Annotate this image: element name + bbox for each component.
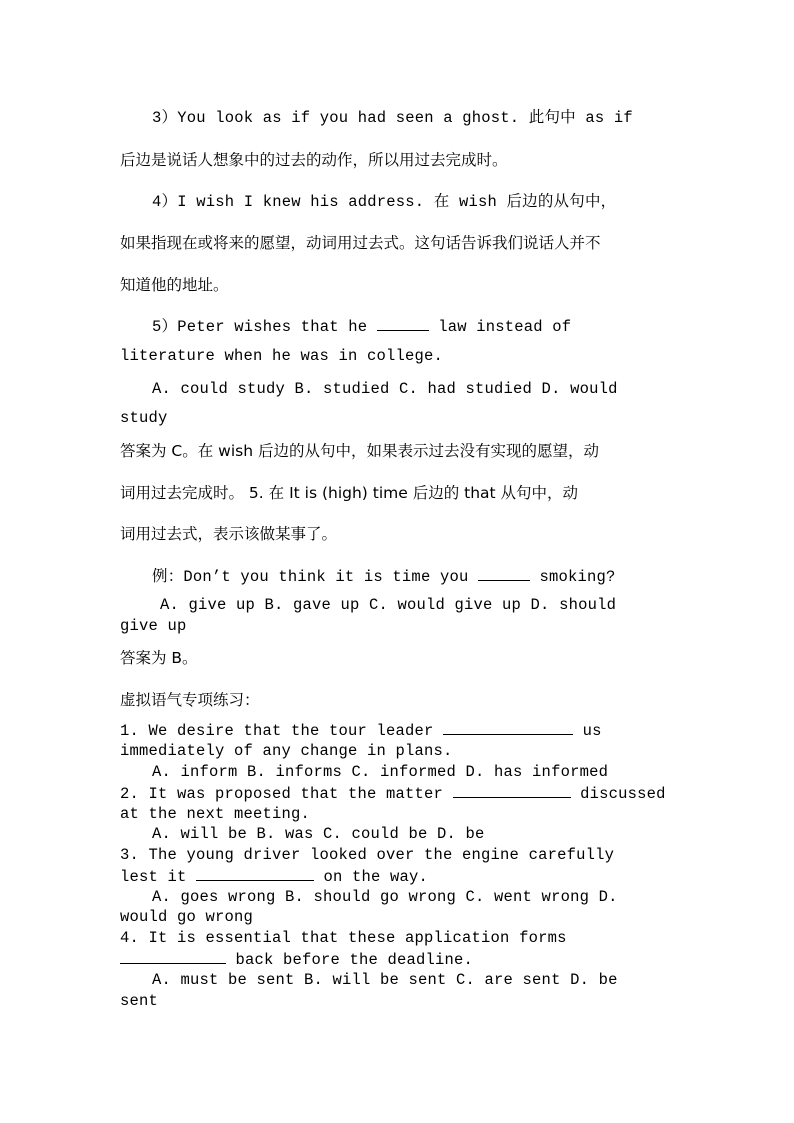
text-segment: lest it: [120, 868, 187, 886]
text-segment: smoking?: [539, 568, 616, 586]
text-segment: discussed: [580, 785, 666, 803]
text-line: A. must be sent B. will be sent C. are sent D. be: [152, 971, 618, 989]
text-line: [120, 720, 602, 741]
answer-blank: [120, 949, 226, 964]
section-heading: 虚拟语气专项练习：: [120, 691, 260, 709]
answer-blank: [196, 866, 314, 881]
text-line: immediately of any change in plans.: [120, 742, 453, 760]
text-line: A. could study B. studied C. had studied D. would: [152, 380, 618, 398]
text-line: 词用过去式，表示该做某事了。: [120, 525, 338, 543]
text-line: 答案为 B。: [120, 649, 198, 667]
text-line: [152, 566, 616, 587]
text-line: 4. It is essential that these application forms: [120, 929, 567, 947]
text-line: 如果指现在或将来的愿望，动词用过去式。这句话告诉我们说话人并不: [120, 234, 601, 252]
text-line: give up: [120, 617, 187, 635]
text-line: 4）I wish I knew his address. 在 wish 后边的从句中，: [152, 193, 617, 211]
text-segment: on the way.: [323, 868, 429, 886]
text-segment: 例：Don’t you think it is time you: [152, 568, 469, 586]
text-line: [152, 316, 571, 337]
text-line: 答案为 C。在 wish 后边的从句中，如果表示过去没有实现的愿望，动: [120, 442, 599, 460]
text-segment: us: [582, 722, 602, 740]
text-line: A. give up B. gave up C. would give up D. should: [160, 596, 617, 614]
text-segment: 1. We desire that the tour leader: [120, 722, 434, 740]
text-line: literature when he was in college.: [120, 347, 444, 365]
text-line: A. goes wrong B. should go wrong C. went wrong D.: [152, 888, 618, 906]
text-line: study: [120, 409, 168, 427]
text-line: [120, 783, 666, 804]
text-line: 后边是说话人想象中的过去的动作，所以用过去完成时。: [120, 151, 508, 169]
text-line: sent: [120, 992, 159, 1010]
text-line: would go wrong: [120, 908, 254, 926]
text-line: [120, 949, 473, 970]
text-segment: 5）Peter wishes that he: [152, 318, 368, 336]
text-line: 知道他的地址。: [120, 276, 229, 294]
text-segment: back before the deadline.: [235, 951, 474, 969]
answer-blank: [443, 720, 573, 735]
text-line: 词用过去完成时。 5. 在 It is (high) time 后边的 that 从句中，动: [120, 484, 579, 502]
text-line: 3）You look as if you had seen a ghost. 此句中 as if: [152, 109, 633, 127]
text-segment: law instead of: [438, 318, 572, 336]
answer-blank: [453, 783, 571, 798]
answer-blank: [478, 566, 530, 581]
text-line: [120, 866, 428, 887]
text-line: A. inform B. informs C. informed D. has informed: [152, 763, 609, 781]
text-line: at the next meeting.: [120, 805, 311, 823]
text-segment: 2. It was proposed that the matter: [120, 785, 444, 803]
text-line: A. will be B. was C. could be D. be: [152, 825, 485, 843]
answer-blank: [377, 316, 429, 331]
text-line: 3. The young driver looked over the engine carefully: [120, 846, 615, 864]
